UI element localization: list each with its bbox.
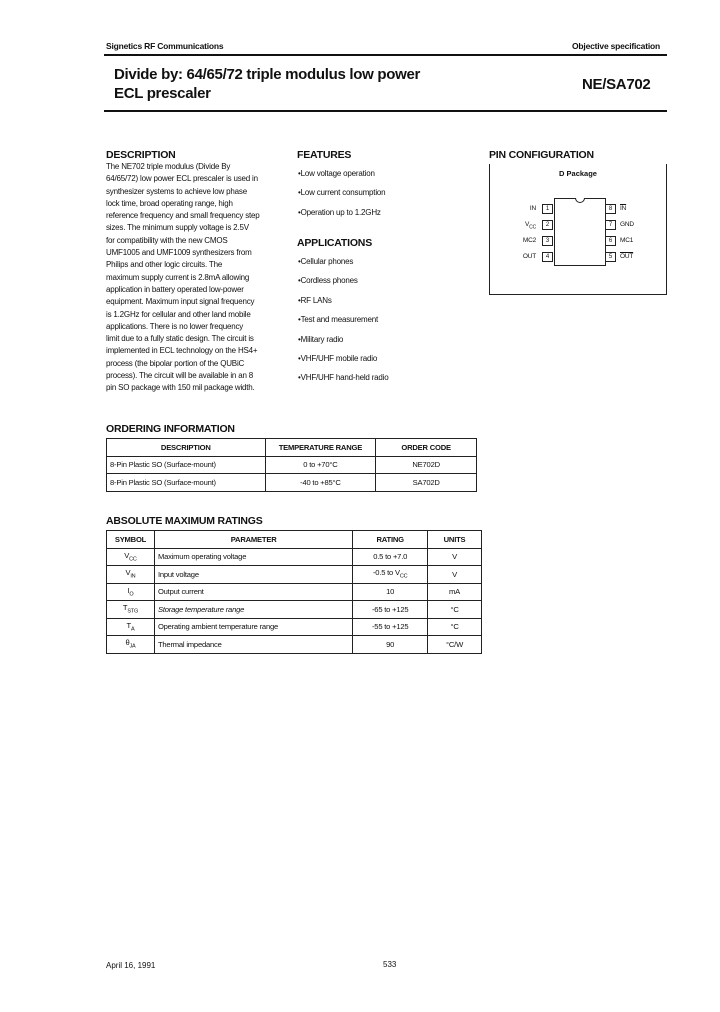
col-parameter: PARAMETER [154, 531, 352, 549]
table-row [107, 618, 482, 636]
col-temperature-range: TEMPERATURE RANGE [265, 439, 376, 457]
list-item-label: Cellular phones [300, 257, 354, 266]
symbol-subscript: O [129, 591, 134, 598]
doc-title-line1: Divide by: 64/65/72 triple modulus low power [114, 66, 421, 83]
doc-title-line2: ECL prescaler [114, 85, 211, 102]
col-description: DESCRIPTION [107, 439, 266, 457]
ordering-table [106, 438, 477, 492]
list-item-label: VHF/UHF hand-held radio [300, 373, 389, 383]
ic-notch [575, 198, 585, 203]
pin-label: GND [620, 221, 634, 228]
pin-label: MC1 [620, 237, 634, 244]
order-description: 8-Pin Plastic SO (Surface-mount) [107, 456, 266, 474]
list-item [298, 207, 385, 226]
description-line: maximum supply current is 2.8mA allowing [106, 272, 250, 282]
description-line: implemented in ECL technology on the HS4+ [106, 346, 258, 356]
pin-number: 7 [605, 220, 616, 230]
symbol-subscript: STG [127, 609, 139, 615]
description-line: 64/65/72) low power ECL prescaler is used in [106, 174, 258, 184]
list-item-label: Cordless phones [300, 276, 358, 286]
rating-subscript: CC [399, 574, 408, 580]
list-item-label: VHF/UHF mobile radio [300, 353, 378, 363]
description-line: lock time, broad operating range, high [106, 198, 233, 208]
units-cell: °C [428, 618, 482, 636]
description-line: application in battery operated low-power [106, 284, 244, 294]
rating-cell [353, 618, 428, 636]
title-rule [104, 110, 667, 112]
bullet-icon: • [298, 334, 301, 344]
order-description: 8-Pin Plastic SO (Surface-mount) [107, 474, 266, 492]
bullet-icon: • [298, 257, 301, 266]
list-item [298, 314, 389, 333]
table-row [107, 474, 477, 492]
ratings-table [106, 530, 482, 654]
footer-page-number: 533 [383, 960, 397, 969]
units-cell: mA [428, 583, 482, 601]
features-heading: FEATURES [297, 149, 352, 161]
pin-number: 8 [605, 204, 616, 214]
applications-heading: APPLICATIONS [297, 237, 372, 249]
description-line: The NE702 triple modulus (Divide By [106, 162, 231, 171]
bullet-icon: • [298, 295, 301, 305]
company-name: Signetics RF Communications [106, 41, 224, 51]
col-order-code: ORDER CODE [376, 439, 477, 457]
rating-cell [353, 636, 428, 654]
pin-number: 4 [542, 252, 553, 262]
col-symbol: SYMBOL [107, 531, 155, 549]
list-item [298, 275, 389, 294]
order-temp: 0 to +70°C [265, 456, 376, 474]
list-item [298, 353, 389, 372]
symbol: I [127, 585, 130, 595]
list-item [298, 295, 389, 314]
pin-config-heading: PIN CONFIGURATION [489, 149, 594, 161]
description-heading: DESCRIPTION [106, 149, 176, 161]
table-row [107, 636, 482, 654]
order-code: SA702D [376, 474, 477, 492]
symbol-cell [107, 636, 155, 654]
pin-number: 3 [542, 236, 553, 246]
list-item [298, 168, 385, 187]
description-line: limit due to a fully static design. The circuit is [106, 334, 254, 344]
description-line: equipment. Maximum input signal frequency [106, 297, 255, 307]
ordering-heading: ORDERING INFORMATION [106, 423, 235, 435]
bullet-icon: • [298, 276, 301, 286]
symbol-cell [107, 601, 155, 619]
parameter-cell: Maximum operating voltage [154, 548, 352, 566]
symbol-subscript: JA [129, 644, 136, 650]
description-line: Philips and other logic circuits. The [106, 260, 223, 270]
description-line: UMF1005 and UMF1009 synthesizers from [106, 248, 252, 258]
description-body [106, 161, 290, 395]
order-temp: -40 to +85°C [265, 474, 376, 492]
description-line: process). The circuit will be available in an 8 [106, 371, 253, 381]
rating-value: -55 to +125 [371, 622, 409, 632]
units-cell: °C [428, 601, 482, 619]
pin-label: $\overline{OUT}$ [620, 253, 634, 260]
list-item [298, 256, 389, 275]
rating-value: 10 [386, 587, 395, 597]
parameter-cell: Thermal impedance [154, 636, 352, 654]
symbol-cell [107, 618, 155, 636]
pin-label: OUT [522, 253, 536, 260]
units-cell: V [428, 566, 482, 584]
ratings-heading: ABSOLUTE MAXIMUM RATINGS [106, 515, 263, 527]
units-cell: °C/W [428, 636, 482, 654]
table-row [107, 601, 482, 619]
spec-type: Objective specification [572, 41, 660, 51]
list-item-label: Test and measurement [300, 315, 378, 325]
header-rule [104, 54, 667, 56]
description-line: reference frequency and small frequency step [106, 211, 260, 221]
ratings-header-row [107, 531, 482, 549]
table-row [107, 548, 482, 566]
part-number: NE/SA702 [582, 76, 651, 93]
list-item [298, 187, 385, 206]
parameter-cell: Storage temperature range [154, 601, 352, 619]
list-item-label: RF LANs [300, 295, 332, 305]
list-item [298, 334, 389, 353]
symbol-subscript: IN [130, 574, 136, 580]
applications-list [298, 256, 389, 392]
symbol-cell [107, 548, 155, 566]
symbol-subscript: A [130, 626, 135, 633]
rating-value: 0.5 to +7.0 [373, 552, 408, 562]
rating-cell [353, 548, 428, 566]
bullet-icon: • [298, 315, 301, 325]
symbol: θ [125, 638, 130, 648]
description-line: process (the bipolar portion of the QUBiC [106, 358, 245, 368]
pin-number: 2 [542, 220, 553, 230]
table-row [107, 583, 482, 601]
table-row [107, 566, 482, 584]
rating-cell [353, 583, 428, 601]
pin-label: $V_{CC}$ [525, 221, 536, 231]
package-label: D Package [559, 169, 597, 178]
bullet-icon: • [298, 188, 301, 198]
list-item [298, 372, 389, 391]
description-line: pin SO package with 150 mil package width. [106, 383, 255, 393]
rating-value: 90 [386, 639, 395, 649]
bullet-icon: • [298, 373, 301, 383]
rating-cell [353, 566, 428, 584]
description-line: sizes. The minimum supply voltage is 2.5V [106, 223, 249, 233]
features-list [298, 168, 385, 226]
bullet-icon: • [298, 207, 301, 217]
symbol: T [126, 620, 131, 630]
rating-cell [353, 601, 428, 619]
symbol: V [124, 550, 130, 560]
pin-label: MC2 [522, 237, 536, 244]
ordering-header-row [107, 439, 477, 457]
description-line: for compatibility with the new CMOS [106, 235, 228, 245]
parameter-cell: Output current [154, 583, 352, 601]
col-rating: RATING [353, 531, 428, 549]
list-item-label: Operation up to 1.2GHz [300, 207, 381, 217]
pin-label: $\overline{IN}$ [620, 205, 627, 212]
col-units: UNITS [428, 531, 482, 549]
rating-value: -65 to +125 [371, 604, 409, 614]
description-line: applications. There is no lower frequency [106, 321, 244, 331]
description-line: is 1.2GHz for cellular and other land mobile [106, 309, 251, 319]
symbol-cell [107, 583, 155, 601]
pin-config-frame [489, 164, 667, 295]
rating-value: -0.5 to V [372, 568, 400, 578]
symbol: V [125, 568, 131, 578]
ic-body [554, 198, 606, 266]
footer-date: April 16, 1991 [106, 961, 156, 970]
bullet-icon: • [298, 169, 301, 178]
bullet-icon: • [298, 353, 301, 363]
parameter-cell: Input voltage [154, 566, 352, 584]
symbol-subscript: CC [129, 556, 137, 563]
pin-number: 5 [605, 252, 616, 262]
pin-number: 1 [542, 204, 553, 214]
symbol: T [122, 603, 128, 613]
pin-label: IN [529, 205, 536, 212]
description-line: synthesizer systems to achieve low phase [106, 186, 247, 196]
list-item-label: Low current consumption [300, 188, 386, 198]
table-row [107, 456, 477, 474]
symbol-cell [107, 566, 155, 584]
list-item-label: Low voltage operation [300, 169, 375, 178]
order-code: NE702D [376, 456, 477, 474]
units-cell: V [428, 548, 482, 566]
pin-number: 6 [605, 236, 616, 246]
parameter-cell: Operating ambient temperature range [154, 618, 352, 636]
list-item-label: Military radio [300, 334, 344, 344]
